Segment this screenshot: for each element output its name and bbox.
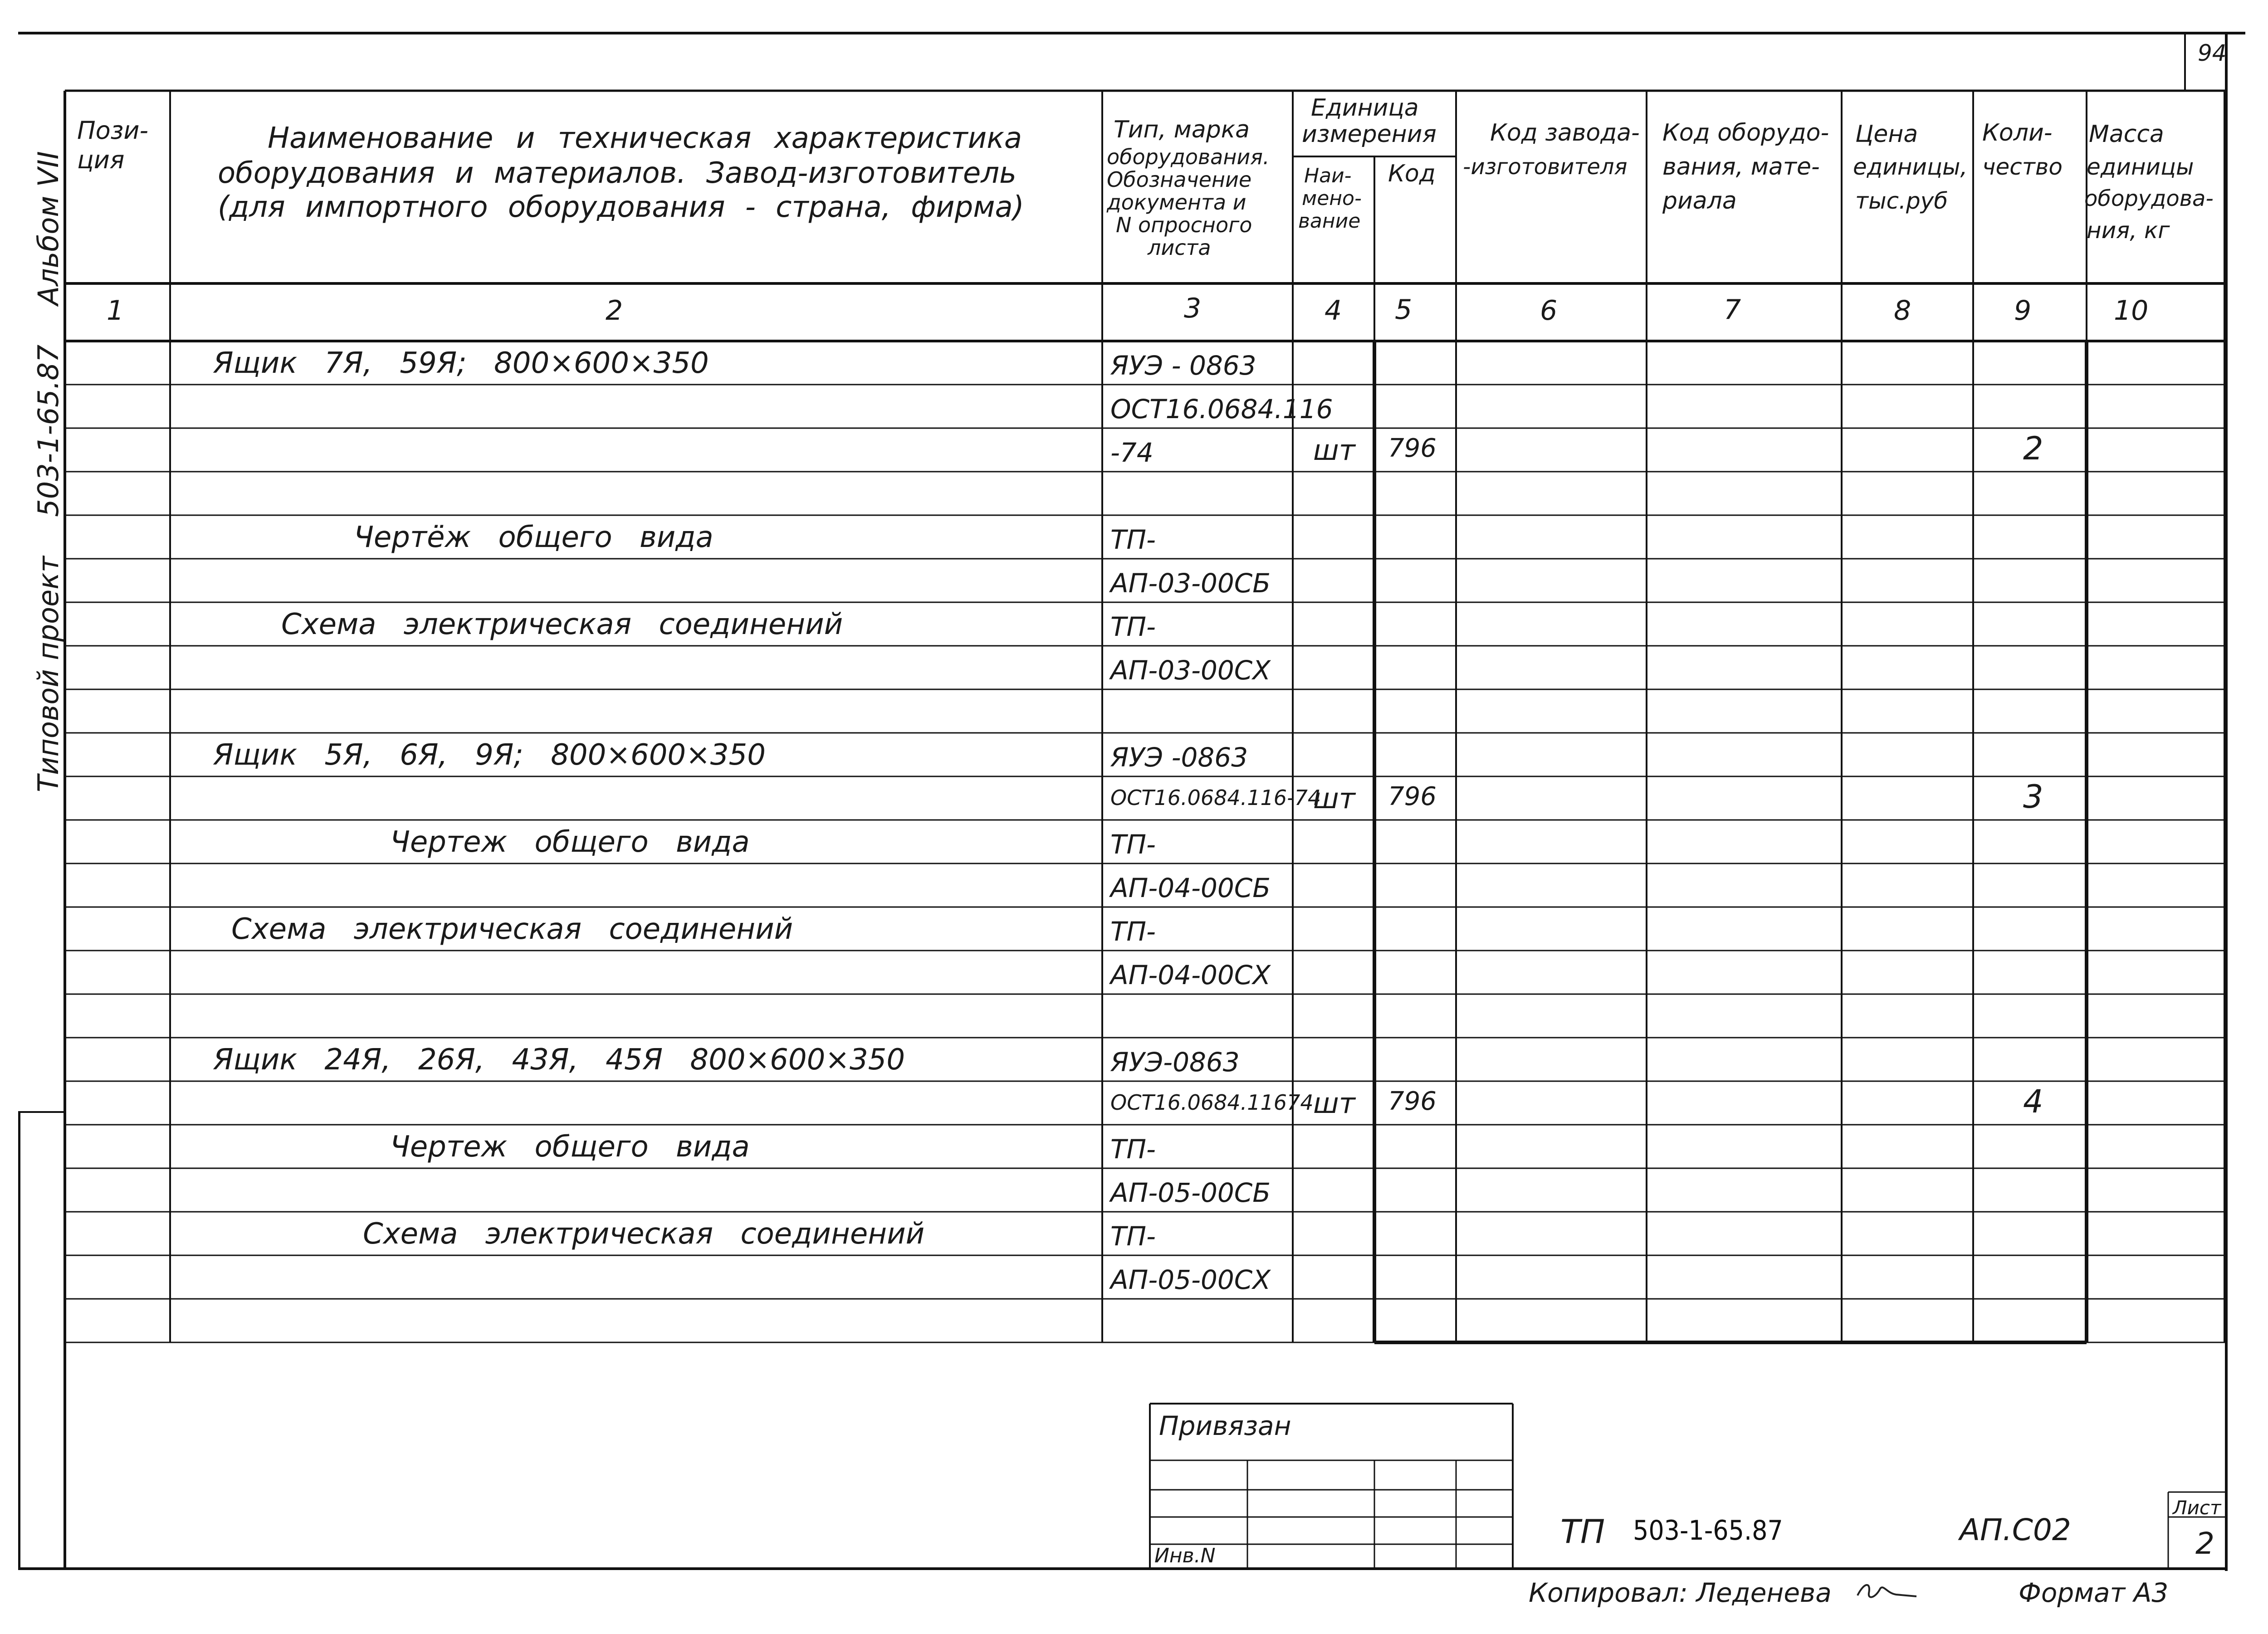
col-number-7: 7	[1724, 294, 1741, 326]
header-unit-code: Код	[1388, 160, 1436, 187]
row-unit: шт	[1313, 434, 1355, 467]
header-quantity-l1: Коли-	[1982, 119, 2053, 146]
row-quantity: 2	[2023, 430, 2043, 467]
header-type-l5: N опросного	[1116, 213, 1252, 237]
header-mass-l3: оборудова-	[2084, 186, 2214, 211]
header-price-l2: единицы,	[1853, 154, 1968, 180]
row-unit-code: 796	[1388, 782, 1437, 811]
row-name: Чертеж общего вида	[390, 1130, 750, 1164]
header-unit-name-l2: мено-	[1302, 187, 1362, 210]
col-number-4: 4	[1325, 295, 1342, 327]
header-type-l6: листа	[1148, 235, 1211, 260]
copier-signature	[1855, 1577, 1919, 1605]
row-quantity: 3	[2023, 778, 2043, 815]
row-type: ТП-	[1110, 524, 1156, 555]
header-equipment-code-l3: риала	[1662, 187, 1737, 215]
col-number-3: 3	[1184, 293, 1202, 324]
col-number-2: 2	[606, 295, 623, 327]
col-number-9: 9	[2014, 295, 2032, 327]
header-mass-l2: единицы	[2087, 154, 2194, 180]
header-mass-l1: Масса	[2089, 121, 2164, 148]
row-type: АП-03-00СБ	[1110, 568, 1271, 599]
header-unit-l2: измерения	[1302, 121, 1437, 148]
row-type: ТП-	[1110, 916, 1156, 947]
header-quantity-l2: чество	[1982, 154, 2063, 180]
row-unit: шт	[1313, 782, 1355, 815]
row-type: АП-05-00СХ	[1110, 1264, 1271, 1295]
col-number-6: 6	[1540, 295, 1558, 327]
row-unit-code: 796	[1388, 1087, 1437, 1116]
row-quantity: 4	[2023, 1083, 2043, 1120]
header-equipment-code-l1: Код оборудо-	[1662, 119, 1829, 146]
col-number-8: 8	[1894, 295, 1911, 327]
header-type-l1: Тип, марка	[1114, 116, 1250, 143]
header-factory-code-l2: -изготовителя	[1463, 154, 1628, 180]
row-name: Чертёж общего вида	[354, 521, 714, 554]
header-name-l3: (для импортного оборудования - страна, фирма)	[218, 190, 1024, 224]
col-number-10: 10	[2114, 295, 2149, 327]
footer-format: Формат А3	[2019, 1577, 2169, 1608]
row-type: ЯУЭ - 0863	[1110, 350, 1256, 381]
stamp-list-label: Лист	[2173, 1497, 2221, 1519]
header-factory-code-l1: Код завода-	[1490, 119, 1640, 146]
row-type: АП-03-00СХ	[1110, 655, 1271, 686]
row-type: ТП-	[1110, 1134, 1156, 1165]
side-album: Альбом VII	[32, 151, 65, 306]
row-type: АП-05-00СБ	[1110, 1177, 1271, 1208]
header-type-l4: документа и	[1107, 190, 1246, 215]
header-type-l3: Обозначение	[1107, 167, 1252, 192]
header-position-l2: ция	[77, 146, 125, 174]
row-name: Ящик 5Я, 6Я, 9Я; 800×600×350	[213, 738, 766, 772]
row-name: Ящик 24Я, 26Я, 43Я, 45Я 800×600×350	[213, 1043, 905, 1077]
row-type: ОСТ16.0684.116-74	[1110, 785, 1321, 810]
footer-copied-by: Копировал: Леденева	[1529, 1577, 1832, 1608]
row-name: Схема электрическая соединений	[281, 608, 843, 641]
col-number-1: 1	[107, 295, 124, 327]
row-name: Схема электрическая соединений	[231, 912, 793, 946]
header-unit-l1: Единица	[1311, 94, 1419, 122]
page-number: 94	[2198, 40, 2227, 66]
row-type: АП-04-00СХ	[1110, 960, 1271, 990]
row-name: Ящик 7Я, 59Я; 800×600×350	[213, 346, 709, 380]
header-type-l2: оборудования.	[1107, 145, 1270, 169]
stamp-project-code: 503-1-65.87	[1633, 1515, 1783, 1546]
row-name: Схема электрическая соединений	[363, 1217, 925, 1251]
row-type: ЯУЭ -0863	[1110, 742, 1248, 773]
side-project-code: 503-1-65.87	[32, 344, 65, 517]
row-type: ЯУЭ-0863	[1110, 1047, 1240, 1078]
row-type: -74	[1110, 437, 1154, 468]
stamp-privyazan: Привязан	[1159, 1410, 1291, 1441]
stamp-list-number: 2	[2195, 1526, 2214, 1561]
row-type: АП-04-00СБ	[1110, 873, 1271, 903]
row-name: Чертеж общего вида	[390, 825, 750, 859]
row-type: ТП-	[1110, 829, 1156, 860]
side-project-type: Типовой проект	[32, 556, 65, 792]
row-unit: шт	[1313, 1087, 1355, 1120]
header-name-l1: Наименование и техническая характеристика	[268, 122, 1022, 155]
stamp-inventory-number: Инв.N	[1154, 1544, 1216, 1567]
row-type: ТП-	[1110, 611, 1156, 642]
header-equipment-code-l2: вания, мате-	[1662, 153, 1820, 180]
row-type: ОСТ16.0684.116	[1110, 394, 1333, 424]
header-price-l1: Цена	[1855, 121, 1918, 148]
header-mass-l4: ния, кг	[2087, 217, 2170, 244]
header-position-l1: Пози-	[77, 116, 148, 145]
row-type: ОСТ16.0684.11674	[1110, 1090, 1314, 1115]
row-type: ТП-	[1110, 1221, 1156, 1252]
header-unit-name-l3: вание	[1298, 210, 1361, 233]
row-unit-code: 796	[1388, 434, 1437, 463]
stamp-sheet-code: АП.С02	[1960, 1512, 2071, 1547]
header-unit-name-l1: Наи-	[1304, 164, 1352, 187]
header-price-l3: тыс.руб	[1855, 188, 1948, 214]
header-name-l2: оборудования и материалов. Завод-изготовитель	[218, 156, 1017, 190]
col-number-5: 5	[1395, 294, 1413, 326]
stamp-tp: ТП	[1560, 1512, 1605, 1551]
